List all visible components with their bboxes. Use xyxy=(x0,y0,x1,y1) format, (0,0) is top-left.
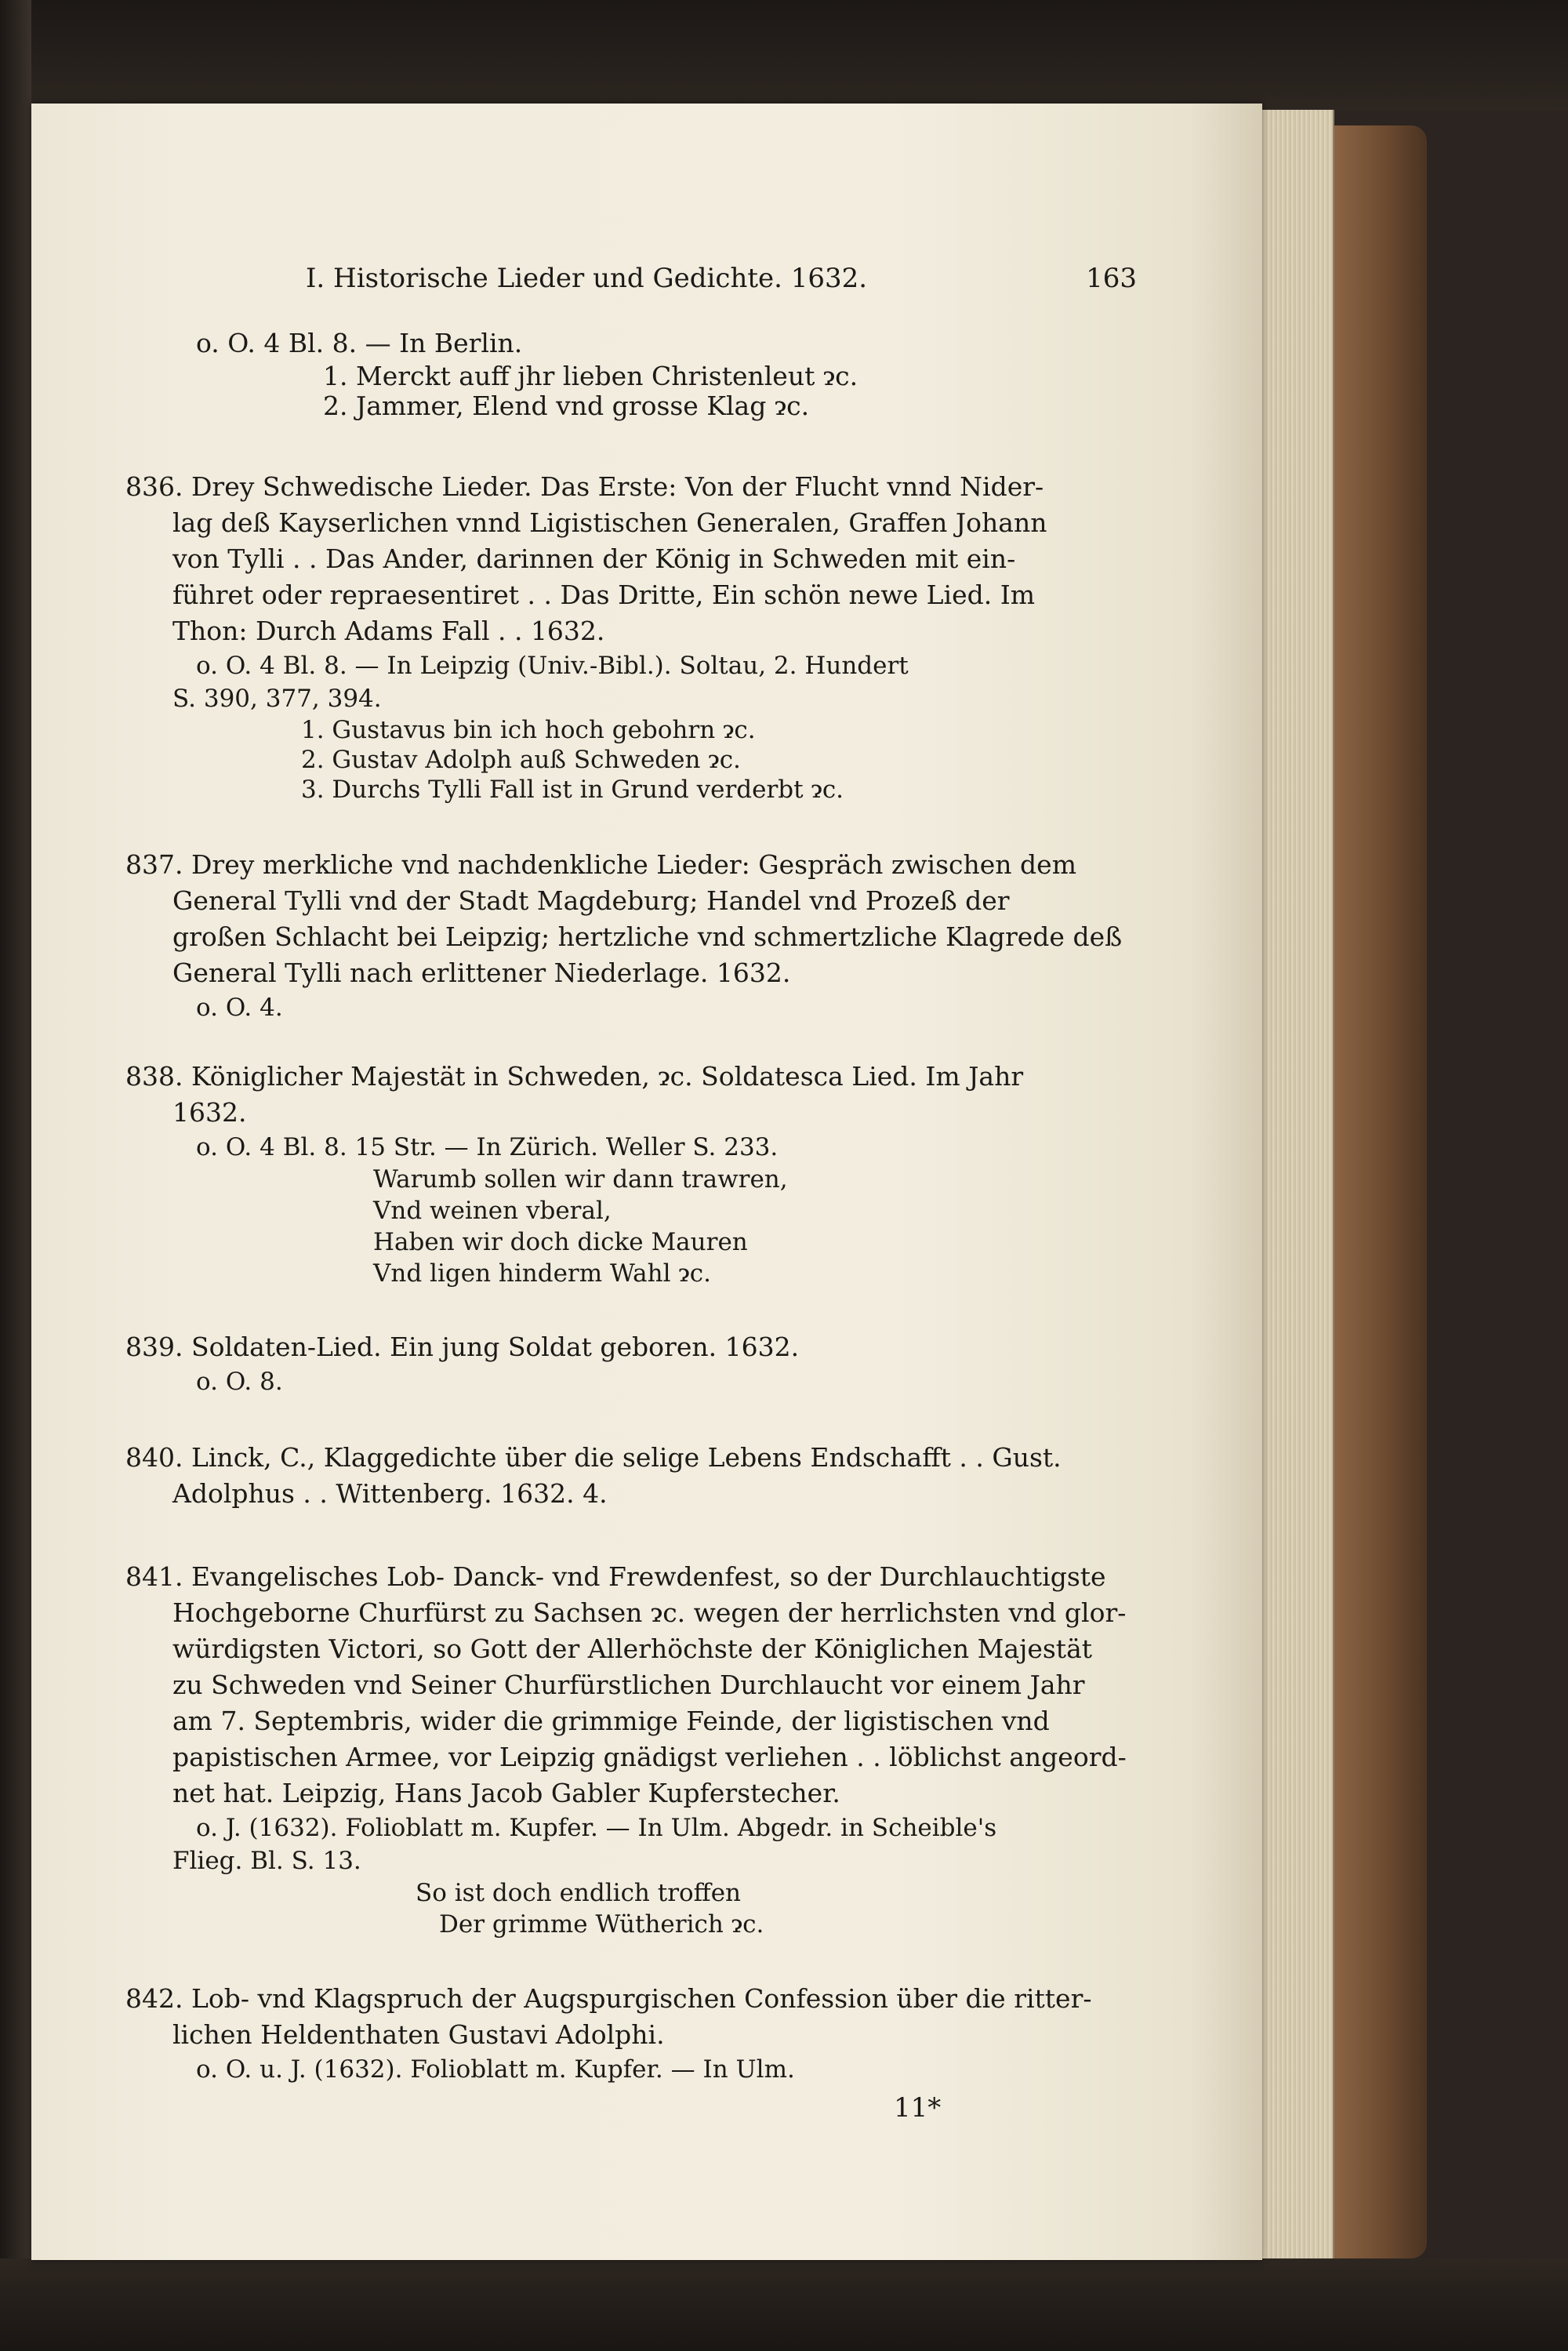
page-number: 163 xyxy=(1086,263,1137,294)
entry-line: 841. Evangelisches Lob- Danck- vnd Frewdenfest, so der Durchlauchtigste xyxy=(125,1561,1106,1592)
entry-line: Hochgeborne Churfürst zu Sachsen ɂc. wegen der herrlichsten vnd glor- xyxy=(172,1597,1127,1628)
background-top xyxy=(0,0,1568,110)
entry-line: Vnd ligen hinderm Wahl ɂc. xyxy=(373,1259,711,1288)
entry-line: Adolphus . . Wittenberg. 1632. 4. xyxy=(172,1478,608,1509)
entry-838 xyxy=(125,1059,1137,1289)
entry-line: Vnd weinen vberal, xyxy=(373,1197,612,1225)
entry-line: 842. Lob- vnd Klagspruch der Augspurgischen Confession über die ritter- xyxy=(125,1983,1092,2014)
entry-837 xyxy=(125,847,1137,1024)
entry-841 xyxy=(125,1559,1137,1940)
entry-line: So ist doch endlich troffen xyxy=(416,1879,742,1907)
entry-line: Flieg. Bl. S. 13. xyxy=(172,1847,361,1875)
entry-line: zu Schweden vnd Seiner Churfürstlichen Durchlaucht vor einem Jahr xyxy=(172,1670,1085,1700)
entry-line: würdigsten Victori, so Gott der Allerhöchste der Königlichen Majestät xyxy=(172,1633,1092,1664)
entry-line: net hat. Leipzig, Hans Jacob Gabler Kupferstecher. xyxy=(172,1778,840,1808)
background-left xyxy=(0,0,31,2351)
entry-line: 839. Soldaten-Lied. Ein jung Soldat geboren. 1632. xyxy=(125,1332,800,1362)
entry-line: großen Schlacht bei Leipzig; hertzliche vnd schmertzliche Klagrede deß xyxy=(172,921,1123,952)
entry-line: 840. Linck, C., Klaggedichte über die selige Lebens Endschafft . . Gust. xyxy=(125,1442,1062,1473)
entry-line: 837. Drey merkliche vnd nachdenkliche Lieder: Gespräch zwischen dem xyxy=(125,849,1076,880)
entry-line: o. O. 4 Bl. 8. — In Berlin. xyxy=(196,328,523,358)
background-bottom xyxy=(0,2258,1568,2351)
entry-line: Haben wir doch dicke Mauren xyxy=(373,1228,748,1256)
entry-line: 838. Königlicher Majestät in Schweden, ɂc. Soldatesca Lied. Im Jahr xyxy=(125,1061,1024,1092)
entry-line: 1632. xyxy=(172,1097,247,1128)
entry-line: 2. Gustav Adolph auß Schweden ɂc. xyxy=(301,746,741,774)
entry-line: o. O. 4 Bl. 8. — In Leipzig (Univ.-Bibl.). Soltau, 2. Hundert xyxy=(196,652,909,680)
signature-mark: 11* xyxy=(894,2092,942,2124)
entry-line: o. O. 8. xyxy=(196,1368,283,1396)
entry-line: General Tylli vnd der Stadt Magdeburg; Handel vnd Prozeß der xyxy=(172,885,1010,916)
entry-line: o. J. (1632). Folioblatt m. Kupfer. — In Ulm. Abgedr. in Scheible's xyxy=(196,1814,997,1842)
entry-line: o. O. u. J. (1632). Folioblatt m. Kupfer. — In Ulm. xyxy=(196,2055,795,2084)
entry-line: o. O. 4 Bl. 8. 15 Str. — In Zürich. Weller S. 233. xyxy=(196,1133,779,1161)
entry-line: 3. Durchs Tylli Fall ist in Grund verderbt ɂc. xyxy=(301,776,844,804)
entry-line: lag deß Kayserlichen vnnd Ligistischen Generalen, Graffen Johann xyxy=(172,507,1047,538)
entry-line: 836. Drey Schwedische Lieder. Das Erste: Von der Flucht vnnd Nider- xyxy=(125,471,1044,502)
entry-line: von Tylli . . Das Ander, darinnen der König in Schweden mit ein- xyxy=(172,543,1016,574)
entry-line: Warumb sollen wir dann trawren, xyxy=(373,1165,788,1194)
entry-line: Thon: Durch Adams Fall . . 1632. xyxy=(172,616,605,646)
header-title: I. Historische Lieder und Gedichte. 1632. xyxy=(306,263,868,294)
entry-836 xyxy=(125,469,1137,805)
entry-line: lichen Heldenthaten Gustavi Adolphi. xyxy=(172,2019,665,2050)
entry-line: S. 390, 377, 394. xyxy=(172,685,382,713)
entry-line: am 7. Septembris, wider die grimmige Feinde, der ligistischen vnd xyxy=(172,1706,1050,1736)
entry-line: o. O. 4. xyxy=(196,994,283,1022)
entry-line: Der grimme Wütherich ɂc. xyxy=(439,1910,764,1939)
entry-line: führet oder repraesentiret . . Das Dritte, Ein schön newe Lied. Im xyxy=(172,580,1036,610)
entry-line: 1. Gustavus bin ich hoch gebohrn ɂc. xyxy=(301,716,756,744)
entry-pre xyxy=(125,325,1137,421)
entry-839 xyxy=(125,1329,1137,1398)
entry-840 xyxy=(125,1440,1137,1512)
entry-line: General Tylli nach erlittener Niederlage. 1632. xyxy=(172,957,791,988)
entry-842 xyxy=(125,1981,1137,2086)
running-header xyxy=(125,263,1137,302)
entry-line: papistischen Armee, vor Leipzig gnädigst verliehen . . löblichst angeord- xyxy=(172,1742,1127,1772)
entry-line: 2. Jammer, Elend vnd grosse Klag ɂc. xyxy=(323,391,810,421)
entry-line: 1. Merckt auff jhr lieben Christenleut ɂc. xyxy=(323,361,858,391)
